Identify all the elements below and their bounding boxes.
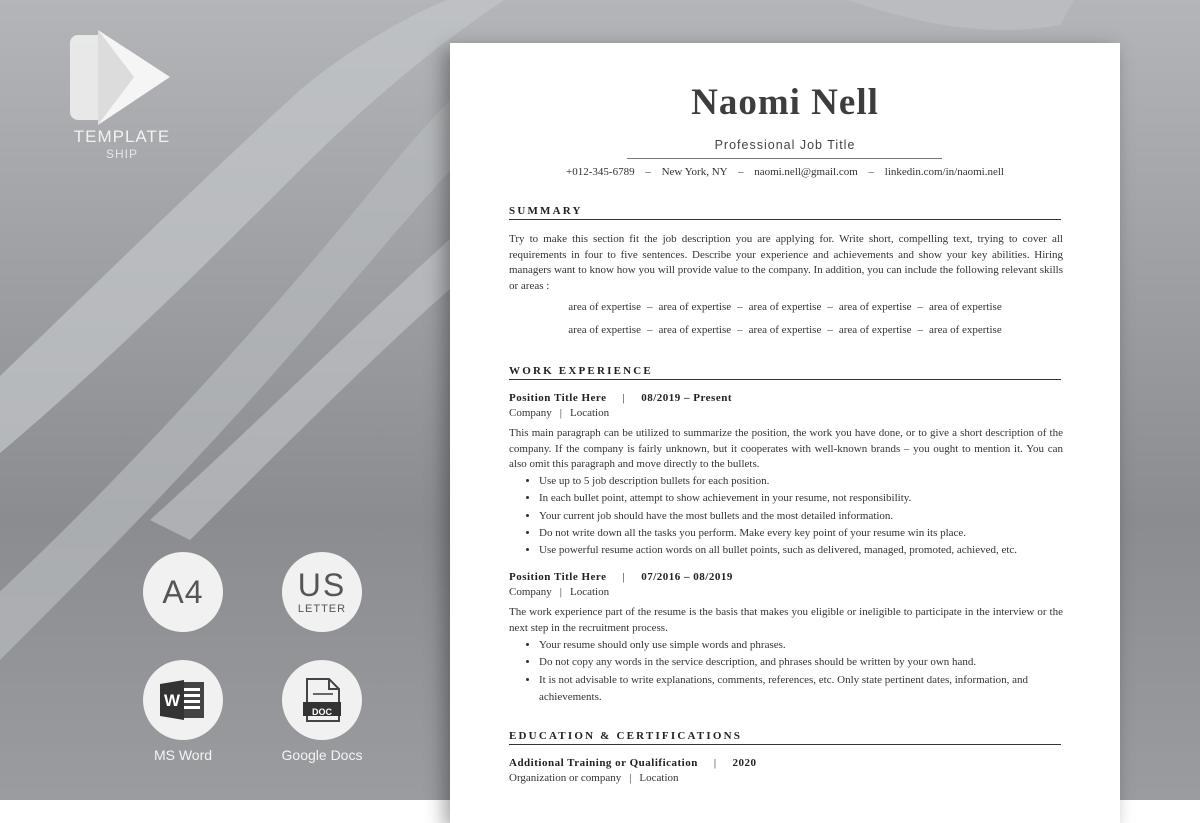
contact-line xyxy=(450,166,1120,178)
ms-word-badge xyxy=(143,660,223,740)
list-item: • It is not advisable to write explanations, comments, references, etc. Only state pertinent dates, information, and achievements. xyxy=(539,672,1079,707)
job-2-bullets xyxy=(525,637,1079,706)
job-2-company-line: Company | Location xyxy=(509,586,610,598)
ms-word-caption: MS Word xyxy=(153,747,213,763)
contact-separator: – xyxy=(645,166,651,178)
skill-separator: – xyxy=(917,324,924,336)
job-2-header: Position Title Here | 07/2016 – 08/2019 xyxy=(509,571,733,583)
skill-item: area of expertise xyxy=(658,324,732,336)
list-item: • Do not copy any words in the service description, and phrases should be written by your own hand. xyxy=(539,654,1079,671)
work-experience-heading: WORK EXPERIENCE xyxy=(509,365,1061,380)
contact-phone: +012-345-6789 xyxy=(566,166,635,178)
skills-row-2 xyxy=(450,324,1120,336)
summary-heading: SUMMARY xyxy=(509,205,1061,220)
skill-separator: – xyxy=(827,301,833,313)
contact-location: New York, NY xyxy=(661,166,728,178)
education-location: Location xyxy=(639,772,679,784)
skill-separator: – xyxy=(646,301,653,313)
summary-text: Try to make this section fit the job description you are applying for. Write short, compelling text, trying to cover all requirements in four to five sentences. Describe your experience and achievements and show your key abilities. Hiring managers want to know how you will provide value to the company. In addition, you can include the following relevant skills or areas : xyxy=(509,233,1063,292)
us-label: US xyxy=(297,567,347,603)
skill-separator: – xyxy=(646,324,653,336)
skill-item: area of expertise xyxy=(568,324,641,336)
logo-text: TEMPLATE xyxy=(73,127,171,146)
job-1-description: This main paragraph can be utilized to summarize the position, the work you have done, or to give a short description of the company. If the company is fairly unknown, but it cooperates with well-known brands – you ought to mention it. You can also omit this paragraph and move directly to the bullets. xyxy=(509,427,1063,470)
us-letter-badge xyxy=(282,552,362,632)
resume-name: Naomi Nell xyxy=(691,82,879,123)
skill-item: area of expertise xyxy=(929,301,1002,313)
skill-item: area of expertise xyxy=(658,301,732,313)
job-1-position: Position Title Here xyxy=(509,392,607,404)
skill-item: area of expertise xyxy=(748,324,822,336)
job-1-location: Location xyxy=(569,407,610,419)
word-icon xyxy=(158,678,208,722)
skill-item: area of expertise xyxy=(929,324,1002,336)
job-1-company-line: Company | Location xyxy=(509,407,610,419)
job-2-position: Position Title Here xyxy=(509,571,607,583)
job-2-dates: 07/2016 – 08/2019 xyxy=(641,571,733,583)
education-org: Organization or company xyxy=(509,772,622,784)
logo-subtext: SHIP xyxy=(105,147,138,161)
google-docs-badge xyxy=(282,660,362,740)
list-item: • In each bullet point, attempt to show achievement in your resume, not responsibility. xyxy=(539,490,1079,507)
list-item: • Do not write down all the tasks you perform. Make every key point of your resume win its place. xyxy=(539,525,1079,542)
doc-icon-label: DOC xyxy=(312,707,332,717)
job-1-header: Position Title Here | 08/2019 – Present xyxy=(509,392,732,404)
title-divider xyxy=(627,158,942,159)
list-item: • Your resume should only use simple words and phrases. xyxy=(539,637,1079,654)
job-2-description: The work experience part of the resume is the basis that makes you eligible or ineligible to participate in the interview or the next step in the recruitment process. xyxy=(509,606,1063,634)
job-2-location: Location xyxy=(569,586,610,598)
a4-badge xyxy=(143,552,223,632)
education-year: 2020 xyxy=(732,757,757,769)
education-org-line: Organization or company | Location xyxy=(509,772,679,784)
contact-email: naomi.nell@gmail.com xyxy=(754,166,858,178)
contact-linkedin: linkedin.com/in/naomi.nell xyxy=(884,166,1004,178)
list-item: • Your current job should have the most bullets and the most detailed information. xyxy=(539,508,1079,525)
svg-text:W: W xyxy=(163,691,181,710)
skill-separator: – xyxy=(917,301,924,313)
google-docs-icon xyxy=(297,675,347,725)
education-heading: EDUCATION & CERTIFICATIONS xyxy=(509,730,1061,745)
contact-separator: – xyxy=(868,166,875,178)
job-1-bullets xyxy=(525,473,1079,559)
contact-separator: – xyxy=(737,166,744,178)
education-item-header: Additional Training or Qualification | 2020 xyxy=(509,757,757,769)
skill-item: area of expertise xyxy=(748,301,822,313)
skill-item: area of expertise xyxy=(838,301,912,313)
job-1-dates: 08/2019 – Present xyxy=(641,392,732,404)
letter-label: LETTER xyxy=(297,603,347,615)
google-docs-caption: Google Docs xyxy=(281,747,363,763)
skill-separator: – xyxy=(737,301,743,313)
resume-page xyxy=(450,43,1120,823)
job-1-company: Company xyxy=(509,407,552,419)
education-title: Additional Training or Qualification xyxy=(509,757,698,769)
skill-item: area of expertise xyxy=(568,301,641,313)
skill-separator: – xyxy=(827,324,833,336)
job-2-company: Company xyxy=(509,586,552,598)
skills-row-1 xyxy=(450,301,1120,313)
list-item: • Use powerful resume action words on all bullet points, such as delivered, managed, promoted, achieved, etc. xyxy=(539,542,1079,559)
skill-item: area of expertise xyxy=(838,324,912,336)
a4-label: A4 xyxy=(162,573,204,610)
list-item: • Use up to 5 job description bullets for each position. xyxy=(539,473,1079,490)
resume-job-title: Professional Job Title xyxy=(714,138,856,152)
skill-separator: – xyxy=(737,324,743,336)
